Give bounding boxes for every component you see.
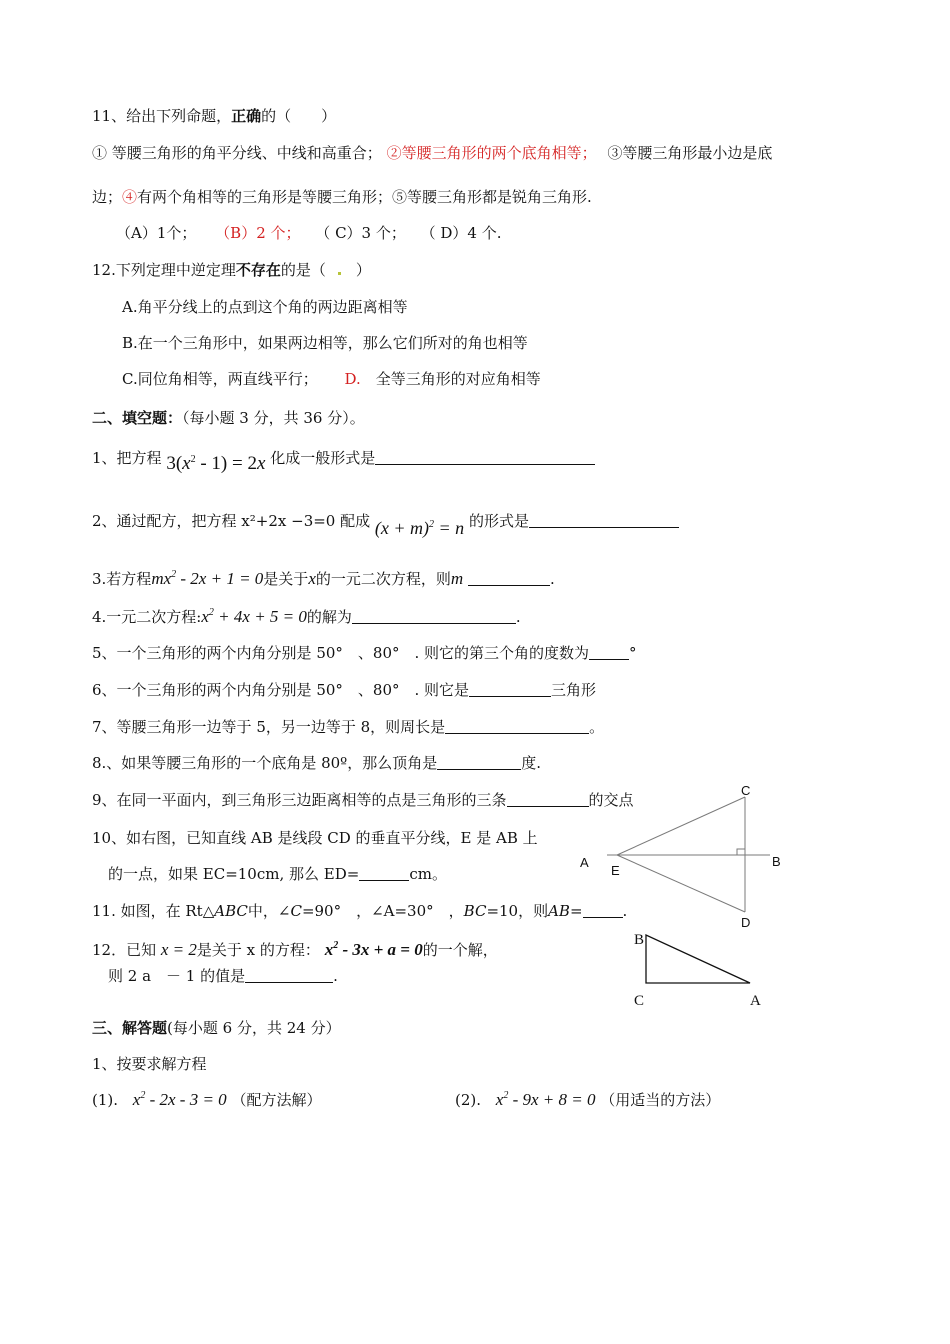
q12-option-c-d: C.同位角相等，两直线平行； D. 全等三角形的对应角相等: [122, 370, 541, 388]
q11-props-line2: 边；④有两个角相等的三角形是等腰三角形；⑤等腰三角形都是锐角三角形.: [92, 188, 592, 206]
fill-q8: 8.、如果等腰三角形的一个底角是 80º，那么顶角是 度.: [92, 754, 542, 772]
q11-option-b: （B）2 个；: [215, 224, 301, 242]
fill-q12-equation: $x^2 - 3x + a = 0$: [324, 940, 423, 959]
q12-option-b: B.在一个三角形中，如果两边相等，那么它们所对的角也相等: [122, 334, 528, 352]
label-a: A: [750, 993, 761, 1009]
q12-stem: 12.下列定理中逆定理不存在的是（ ）: [92, 261, 371, 279]
fill-q9: 9、在同一平面内，到三角形三边距离相等的点是三角形的三条 的交点: [92, 791, 634, 809]
q11-prop4-num: ④: [122, 188, 138, 206]
label-c: C: [741, 783, 751, 798]
label-d: D: [741, 915, 751, 930]
fill-q4: 4.一元二次方程$:x^2 + 4x + 5 = 0$的解为 .: [92, 607, 521, 626]
fill-q4-blank: [352, 607, 516, 624]
fill-q3-blank: [468, 569, 550, 586]
label-c: C: [634, 993, 645, 1009]
triangle-abc: [646, 935, 750, 983]
fill-q3: 3.若方程$mx^2 - 2x + 1 = 0$是关于x的一元二次方程，则m .: [92, 569, 555, 588]
fill-q7: 7、等腰三角形一边等于 5，另一边等于 8，则周长是 。: [92, 718, 605, 736]
figure-perpendicular-bisector: [570, 775, 810, 935]
section2-heading: 二、填空题：（每小题 3 分，共 36 分）。: [92, 409, 365, 427]
fill-q10-line1: 10、如右图，已知直线 AB 是线段 CD 的垂直平分线，E 是 AB 上: [92, 829, 538, 847]
right-angle-mark: [737, 849, 745, 855]
label-e: E: [611, 863, 620, 878]
fill-q4-equation: $x^2 + 4x + 5 = 0$: [201, 607, 307, 626]
fill-q12-line2: 则 2 a － 1 的值是 .: [108, 967, 338, 985]
fill-q5: 5、一个三角形的两个内角分别是 50° 、80° . 则它的第三个角的度数为 °: [92, 644, 637, 662]
fill-q2-blank: [529, 511, 679, 528]
fill-q2: 2、通过配方，把方程 x²+2x −3=0 配成 $(x + m)^2 = n$ 的形式是: [92, 510, 679, 531]
fill-q6: 6、一个三角形的两个内角分别是 50° 、80° . 则它是 三角形: [92, 681, 597, 699]
fill-q1: 1、把方程 $3(x^2 - 1) = 2x$ 化成一般形式是: [92, 448, 595, 468]
q11-options: （A）1个； （B）2 个； （ C）3 个； （ D）4 个.: [116, 224, 502, 242]
fill-q8-blank: [437, 753, 521, 770]
label-b: B: [772, 854, 781, 869]
fill-q12-line1: 12．已知 x = 2是关于 x 的方程： $x^2 - 3x + a = 0$的一个解，: [92, 940, 498, 959]
solve-part1-equation: $x^2 - 2x - 3 = 0$: [132, 1090, 227, 1109]
fill-q1-blank: [375, 448, 595, 465]
q12-option-d-letter: D.: [344, 370, 361, 388]
q11-prop2: ②等腰三角形的两个底角相等；: [386, 144, 597, 162]
segment-ec: [617, 797, 745, 855]
fill-q10-blank: [359, 864, 409, 881]
q11-stem: 11、给出下列命题，正确的（ ）: [92, 107, 337, 125]
label-b: B: [634, 932, 645, 948]
q12-option-a: A.角平分线上的点到这个角的两边距离相等: [122, 298, 408, 316]
fill-q3-equation: $mx^2 - 2x + 1 = 0$: [151, 569, 264, 588]
segment-ed: [617, 855, 745, 912]
fill-q5-blank: [589, 643, 629, 660]
fill-q7-blank: [445, 717, 589, 734]
solve-part2-equation: $x^2 - 9x + 8 = 0$: [495, 1090, 596, 1109]
fill-q6-blank: [469, 680, 551, 697]
fill-q12-blank: [245, 966, 333, 983]
label-a: A: [580, 855, 589, 870]
fill-q11: 11. 如图，在 Rt△ABC中，∠C=90° ，∠A=30° ，BC=10，则AB= .: [92, 902, 628, 920]
solve-q1-part1: (1). $x^2 - 2x - 3 = 0$ （配方法解）: [92, 1090, 322, 1109]
section3-heading: 三、解答题(每小题 6 分，共 24 分）: [92, 1019, 341, 1037]
solve-q1-part2: (2). $x^2 - 9x + 8 = 0$ （用适当的方法）: [455, 1090, 721, 1109]
figure-right-triangle: [620, 925, 780, 1015]
fill-q1-equation: $3(x^2 - 1) = 2x$: [166, 453, 266, 474]
solve-q1: 1、按要求解方程: [92, 1055, 207, 1073]
q11-props-line1: ① 等腰三角形的角平分线、中线和高重合； ②等腰三角形的两个底角相等； ③等腰三角形最小边是底: [92, 144, 773, 162]
fill-q2-equation: $(x + m)^2 = n$: [374, 518, 465, 538]
fill-q10-line2: 的一点，如果 EC=10cm, 那么 ED= cm。: [108, 865, 447, 883]
